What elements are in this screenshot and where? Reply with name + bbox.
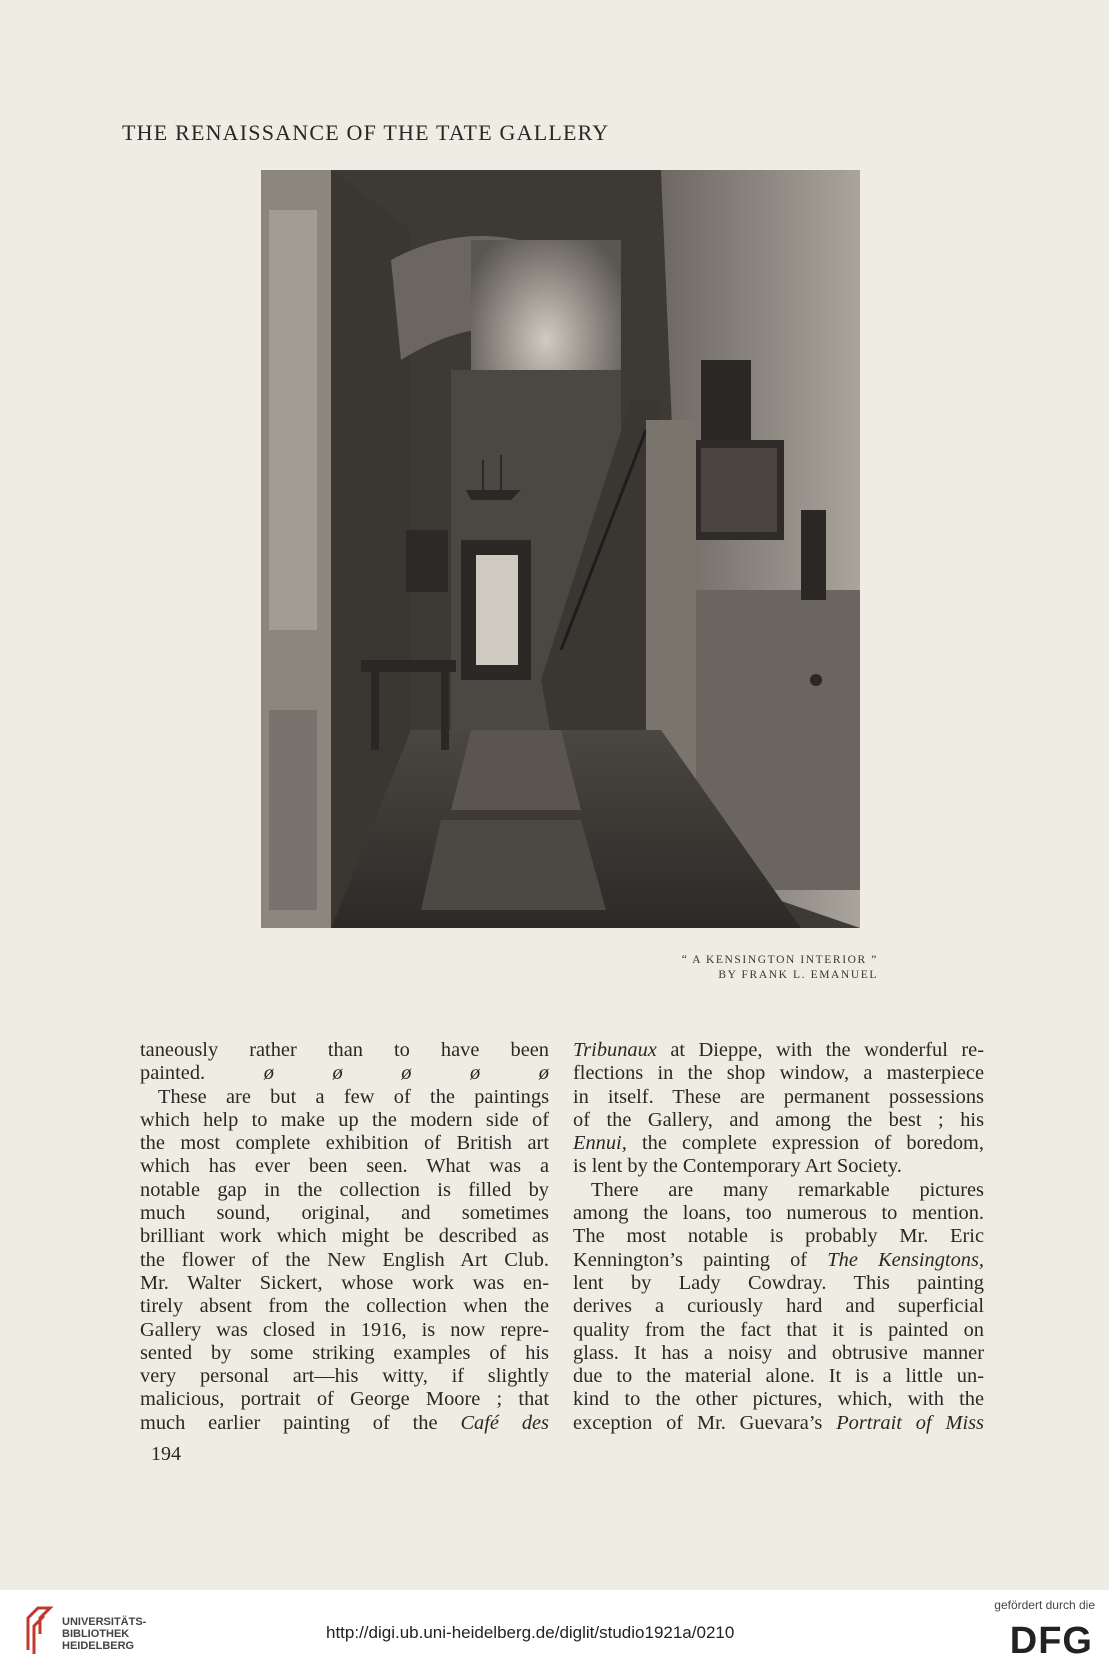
text-line: lent by Lady Cowdray. This painting	[573, 1271, 984, 1294]
library-name-line: HEIDELBERG	[62, 1640, 135, 1652]
ornament-mark: ø	[401, 1062, 412, 1085]
text-line: is lent by the Contemporary Art Society.	[573, 1155, 902, 1178]
text-line: tirely absent from the collection when the	[140, 1295, 549, 1318]
funded-by-label: gefördert durch die	[994, 1598, 1095, 1612]
text-line	[573, 1039, 984, 1062]
kensington-interior-painting	[261, 170, 860, 928]
permalink-url[interactable]: http://digi.ub.uni-heidelberg.de/diglit/studio1921a/0210	[326, 1623, 735, 1642]
text-line	[573, 1249, 984, 1272]
painting-plate	[261, 170, 860, 928]
text-line: notable gap in the collection is filled by	[140, 1178, 549, 1201]
text-line: sented by some striking examples of his	[140, 1341, 549, 1364]
text-line: brilliant work which might be described as	[140, 1225, 549, 1248]
italic-fragment: Café des	[460, 1411, 549, 1434]
text-line: derives a curiously hard and superficial	[573, 1295, 984, 1318]
text-fragment: Kennington’s painting of	[573, 1248, 828, 1271]
text-line-with-ornaments	[140, 1062, 549, 1085]
library-name-line: BIBLIOTHEK	[62, 1628, 130, 1640]
text-column-right	[573, 1039, 984, 1435]
library-name-line: UNIVERSITÄTS-	[62, 1616, 147, 1628]
text-line: taneously rather than to have been	[140, 1039, 549, 1061]
italic-fragment: Portrait of Miss	[836, 1411, 984, 1434]
text-line: much sound, original, and sometimes	[140, 1202, 549, 1225]
italic-fragment: The Kensingtons,	[827, 1248, 985, 1271]
text-line	[573, 1132, 984, 1155]
ornament-mark: ø	[469, 1062, 481, 1085]
text-line: kind to the other pictures, which, with the	[573, 1388, 984, 1411]
text-line	[140, 1412, 549, 1435]
text-line: Mr. Walter Sickert, whose work was en-	[140, 1271, 549, 1294]
page-number: 194	[151, 1443, 181, 1465]
dfg-logo: DFG	[1009, 1620, 1093, 1662]
text-line: the most complete exhibition of British art	[140, 1132, 549, 1155]
text-line: quality from the fact that it is painted on	[573, 1318, 984, 1341]
text-line	[573, 1412, 984, 1435]
running-head: THE RENAISSANCE OF THE TATE GALLERY	[122, 120, 610, 145]
text-fragment: painted.	[140, 1062, 206, 1085]
text-fragment: the complete expression of boredom,	[626, 1132, 984, 1155]
text-line: glass. It has a noisy and obtrusive manner	[573, 1341, 984, 1364]
ornament-mark: ø	[263, 1062, 274, 1085]
caption-artist: BY FRANK L. EMANUEL	[718, 969, 878, 981]
text-line: in itself. These are permanent possessions	[573, 1085, 984, 1108]
digitization-footer	[0, 1590, 1109, 1674]
caption-title: “ A KENSINGTON INTERIOR ”	[681, 954, 878, 966]
text-fragment: exception of Mr. Guevara’s	[573, 1411, 837, 1434]
italic-fragment: Tribunaux	[573, 1039, 657, 1061]
plate-caption	[560, 953, 878, 983]
ornament-mark: ø	[538, 1062, 549, 1085]
text-line: very personal art—his witty, if slightly	[140, 1365, 549, 1388]
text-fragment: at Dieppe, with the wonderful re-	[656, 1039, 984, 1061]
library-logo-icon	[24, 1604, 54, 1656]
text-line: which has ever been seen. What was a	[140, 1155, 549, 1178]
text-line: flections in the shop window, a masterpiece	[573, 1062, 984, 1085]
italic-fragment: Ennui,	[573, 1132, 627, 1155]
text-line: These are but a few of the paintings	[158, 1085, 549, 1108]
text-line: of the Gallery, and among the best ; his	[573, 1108, 984, 1131]
text-line: There are many remarkable pictures	[591, 1178, 984, 1201]
text-fragment: much earlier painting of the	[140, 1411, 438, 1434]
text-line: malicious, portrait of George Moore ; that	[140, 1388, 549, 1411]
library-name	[62, 1616, 146, 1652]
text-line: among the loans, too numerous to mention.	[573, 1202, 984, 1225]
text-line: the flower of the New English Art Club.	[140, 1248, 549, 1271]
text-line: The most notable is probably Mr. Eric	[573, 1225, 984, 1248]
text-line: which help to make up the modern side of	[140, 1108, 549, 1131]
text-column-left	[140, 1039, 549, 1435]
text-line: Gallery was closed in 1916, is now repre-	[140, 1318, 549, 1341]
text-line: due to the material alone. It is a little un-	[573, 1365, 984, 1388]
ornament-mark: ø	[332, 1062, 343, 1085]
